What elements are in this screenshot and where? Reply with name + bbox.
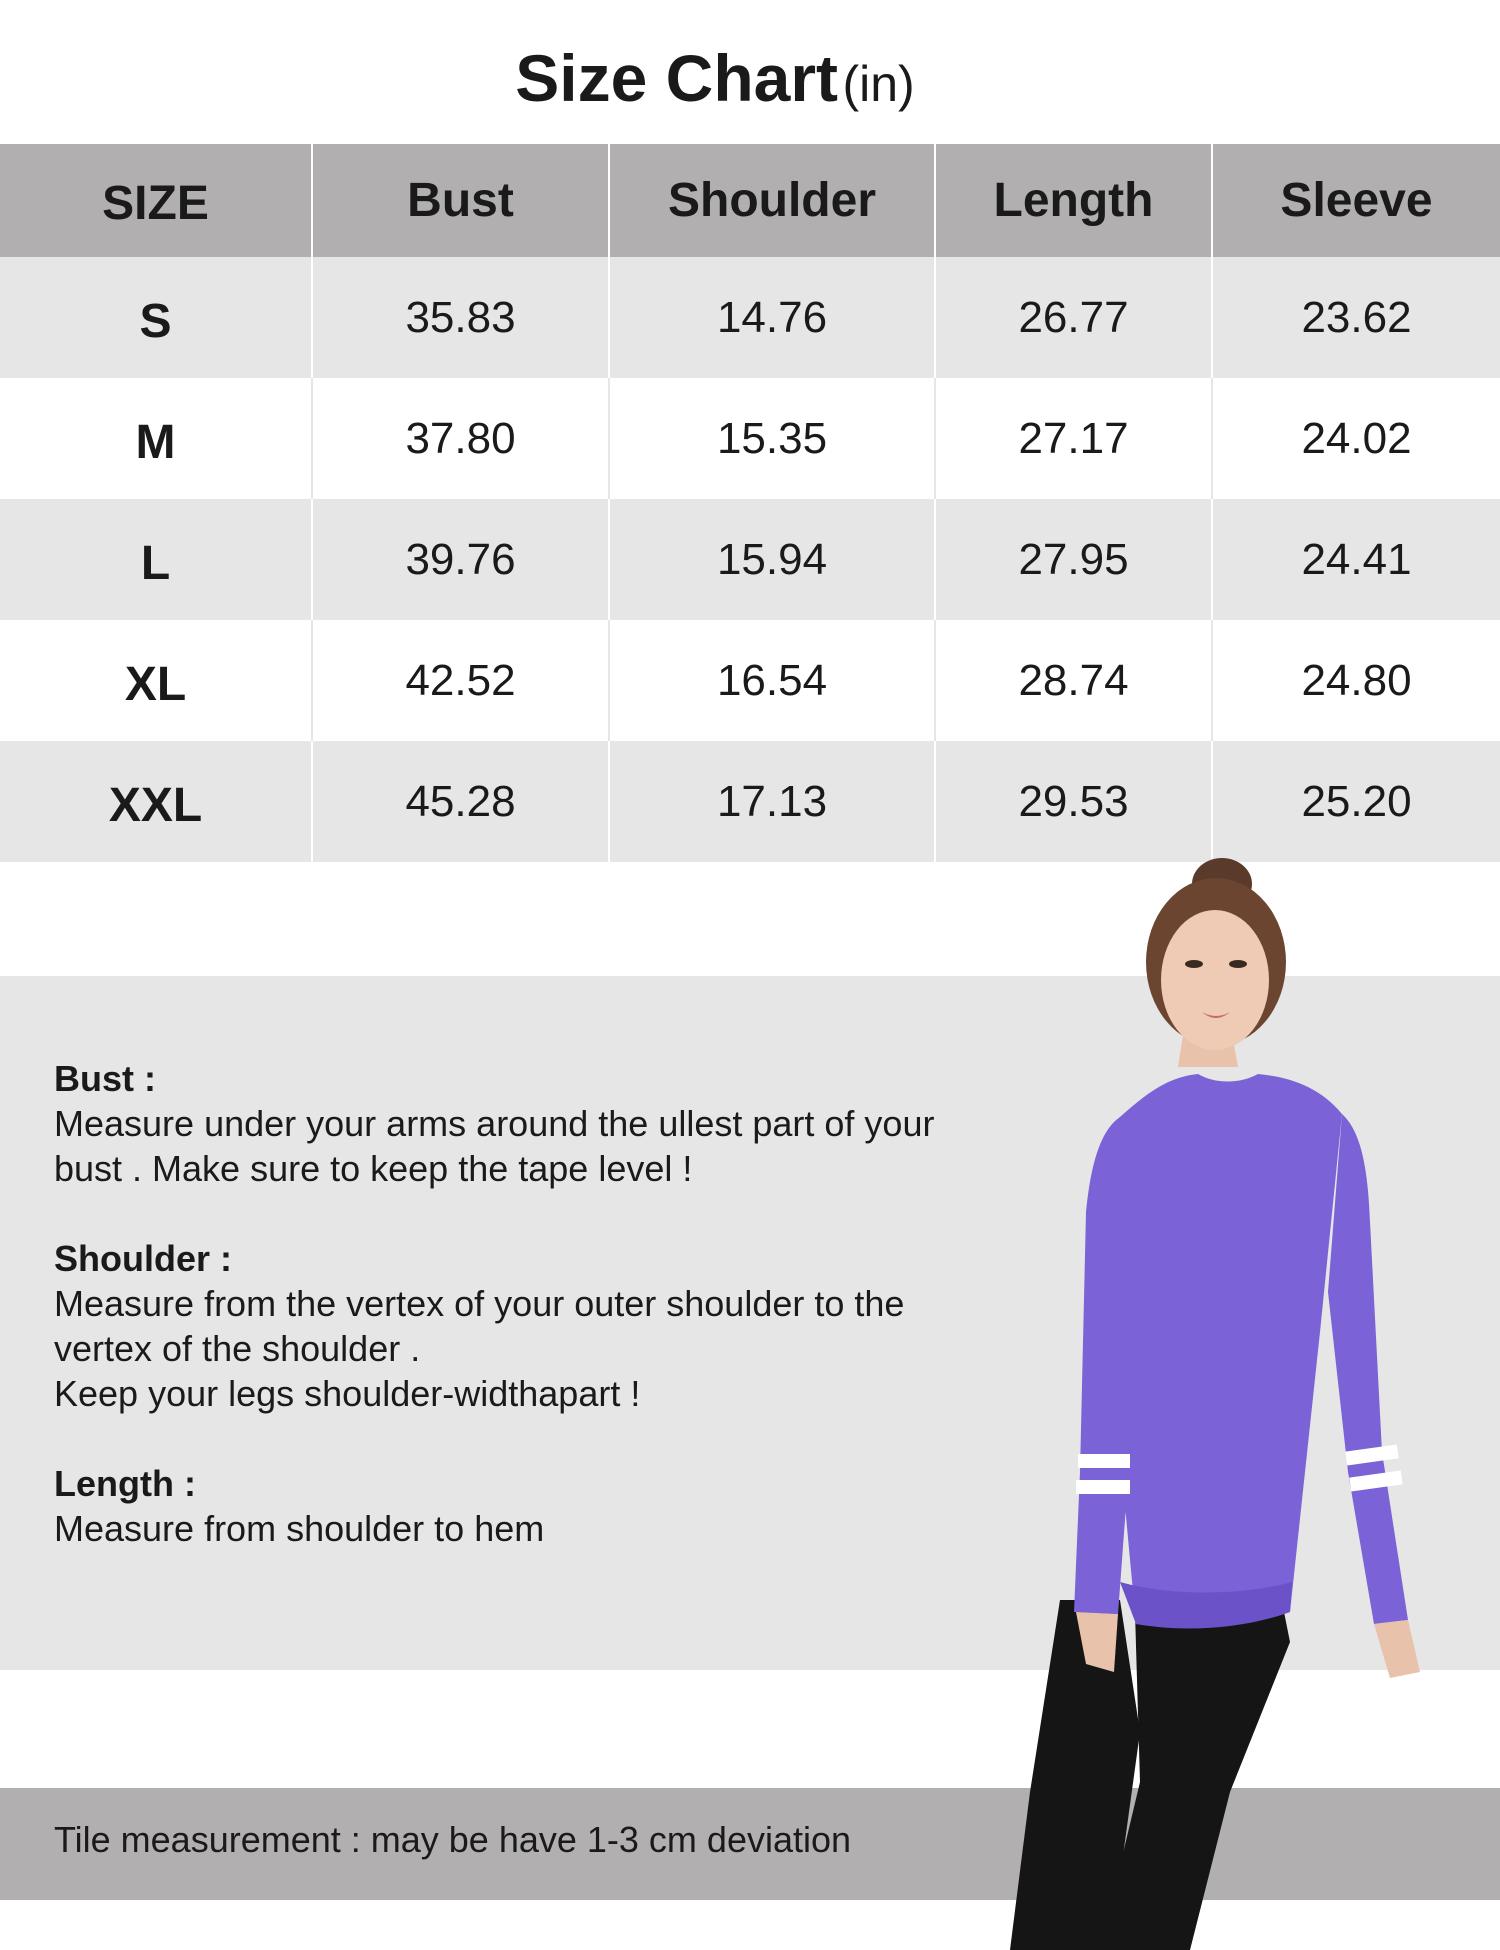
bust-heading: Bust : [54,1058,156,1099]
sleeve-value: 25.20 [1212,741,1500,862]
length-instruction [54,1461,1014,1551]
bust-value: 45.28 [312,741,609,862]
title-main: Size Chart [515,41,839,115]
sleeve-value: 23.62 [1212,257,1500,378]
shoulder-value: 14.76 [609,257,935,378]
page-title [0,40,1430,116]
bust-value: 42.52 [312,620,609,741]
shoulder-heading: Shoulder : [54,1238,232,1279]
face-shape [1161,910,1269,1050]
length-value: 29.53 [935,741,1212,862]
table-row [0,257,1500,378]
length-text-line: Measure from shoulder to hem [54,1508,545,1549]
eye-shape [1185,960,1203,968]
header-size: SIZE [102,177,209,230]
size-chart-table [0,144,1500,862]
sleeve-stripe [1076,1480,1130,1494]
length-heading: Length : [54,1463,196,1504]
bust-instruction [54,1056,1014,1191]
header-shoulder: Shoulder [609,144,935,257]
shoulder-value: 16.54 [609,620,935,741]
title-unit: (in) [842,56,915,112]
table-row [0,499,1500,620]
shoulder-value: 17.13 [609,741,935,862]
shoulder-instruction [54,1236,1014,1416]
bust-value: 39.76 [312,499,609,620]
sleeve-stripe [1078,1454,1130,1468]
header-sleeve: Sleeve [1212,144,1500,257]
sleeve-value: 24.80 [1212,620,1500,741]
shoulder-value: 15.35 [609,378,935,499]
length-value: 26.77 [935,257,1212,378]
hand-shape [1374,1620,1420,1678]
sleeve-value: 24.41 [1212,499,1500,620]
header-bust: Bust [312,144,609,257]
right-sleeve [1328,1114,1408,1624]
size-label: M [135,416,176,469]
table-row [0,378,1500,499]
table-row [0,620,1500,741]
shoulder-text-line: Keep your legs shoulder-widthapart ! [54,1373,641,1414]
size-label: XL [124,658,187,711]
shirt-shape [1110,1074,1342,1626]
shoulder-value: 15.94 [609,499,935,620]
sleeve-value: 24.02 [1212,378,1500,499]
length-value: 27.95 [935,499,1212,620]
bust-value: 37.80 [312,378,609,499]
size-label: S [139,295,172,348]
eye-shape [1229,960,1247,968]
table-row [0,741,1500,862]
bust-text-line: bust . Make sure to keep the tape level ! [54,1148,693,1189]
deviation-note: Tile measurement : may be have 1-3 cm deviation [54,1819,852,1860]
model-photo [990,852,1470,1950]
bust-value: 35.83 [312,257,609,378]
size-label: XXL [108,779,203,832]
header-length: Length [935,144,1212,257]
table-header-row [0,144,1500,257]
shoulder-text-line: vertex of the shoulder . [54,1328,421,1369]
size-label: L [140,537,171,590]
measurement-instructions [54,1056,1014,1596]
bust-text-line: Measure under your arms around the ullest part of your [54,1103,935,1144]
length-value: 28.74 [935,620,1212,741]
length-value: 27.17 [935,378,1212,499]
shoulder-text-line: Measure from the vertex of your outer shoulder to the [54,1283,905,1324]
